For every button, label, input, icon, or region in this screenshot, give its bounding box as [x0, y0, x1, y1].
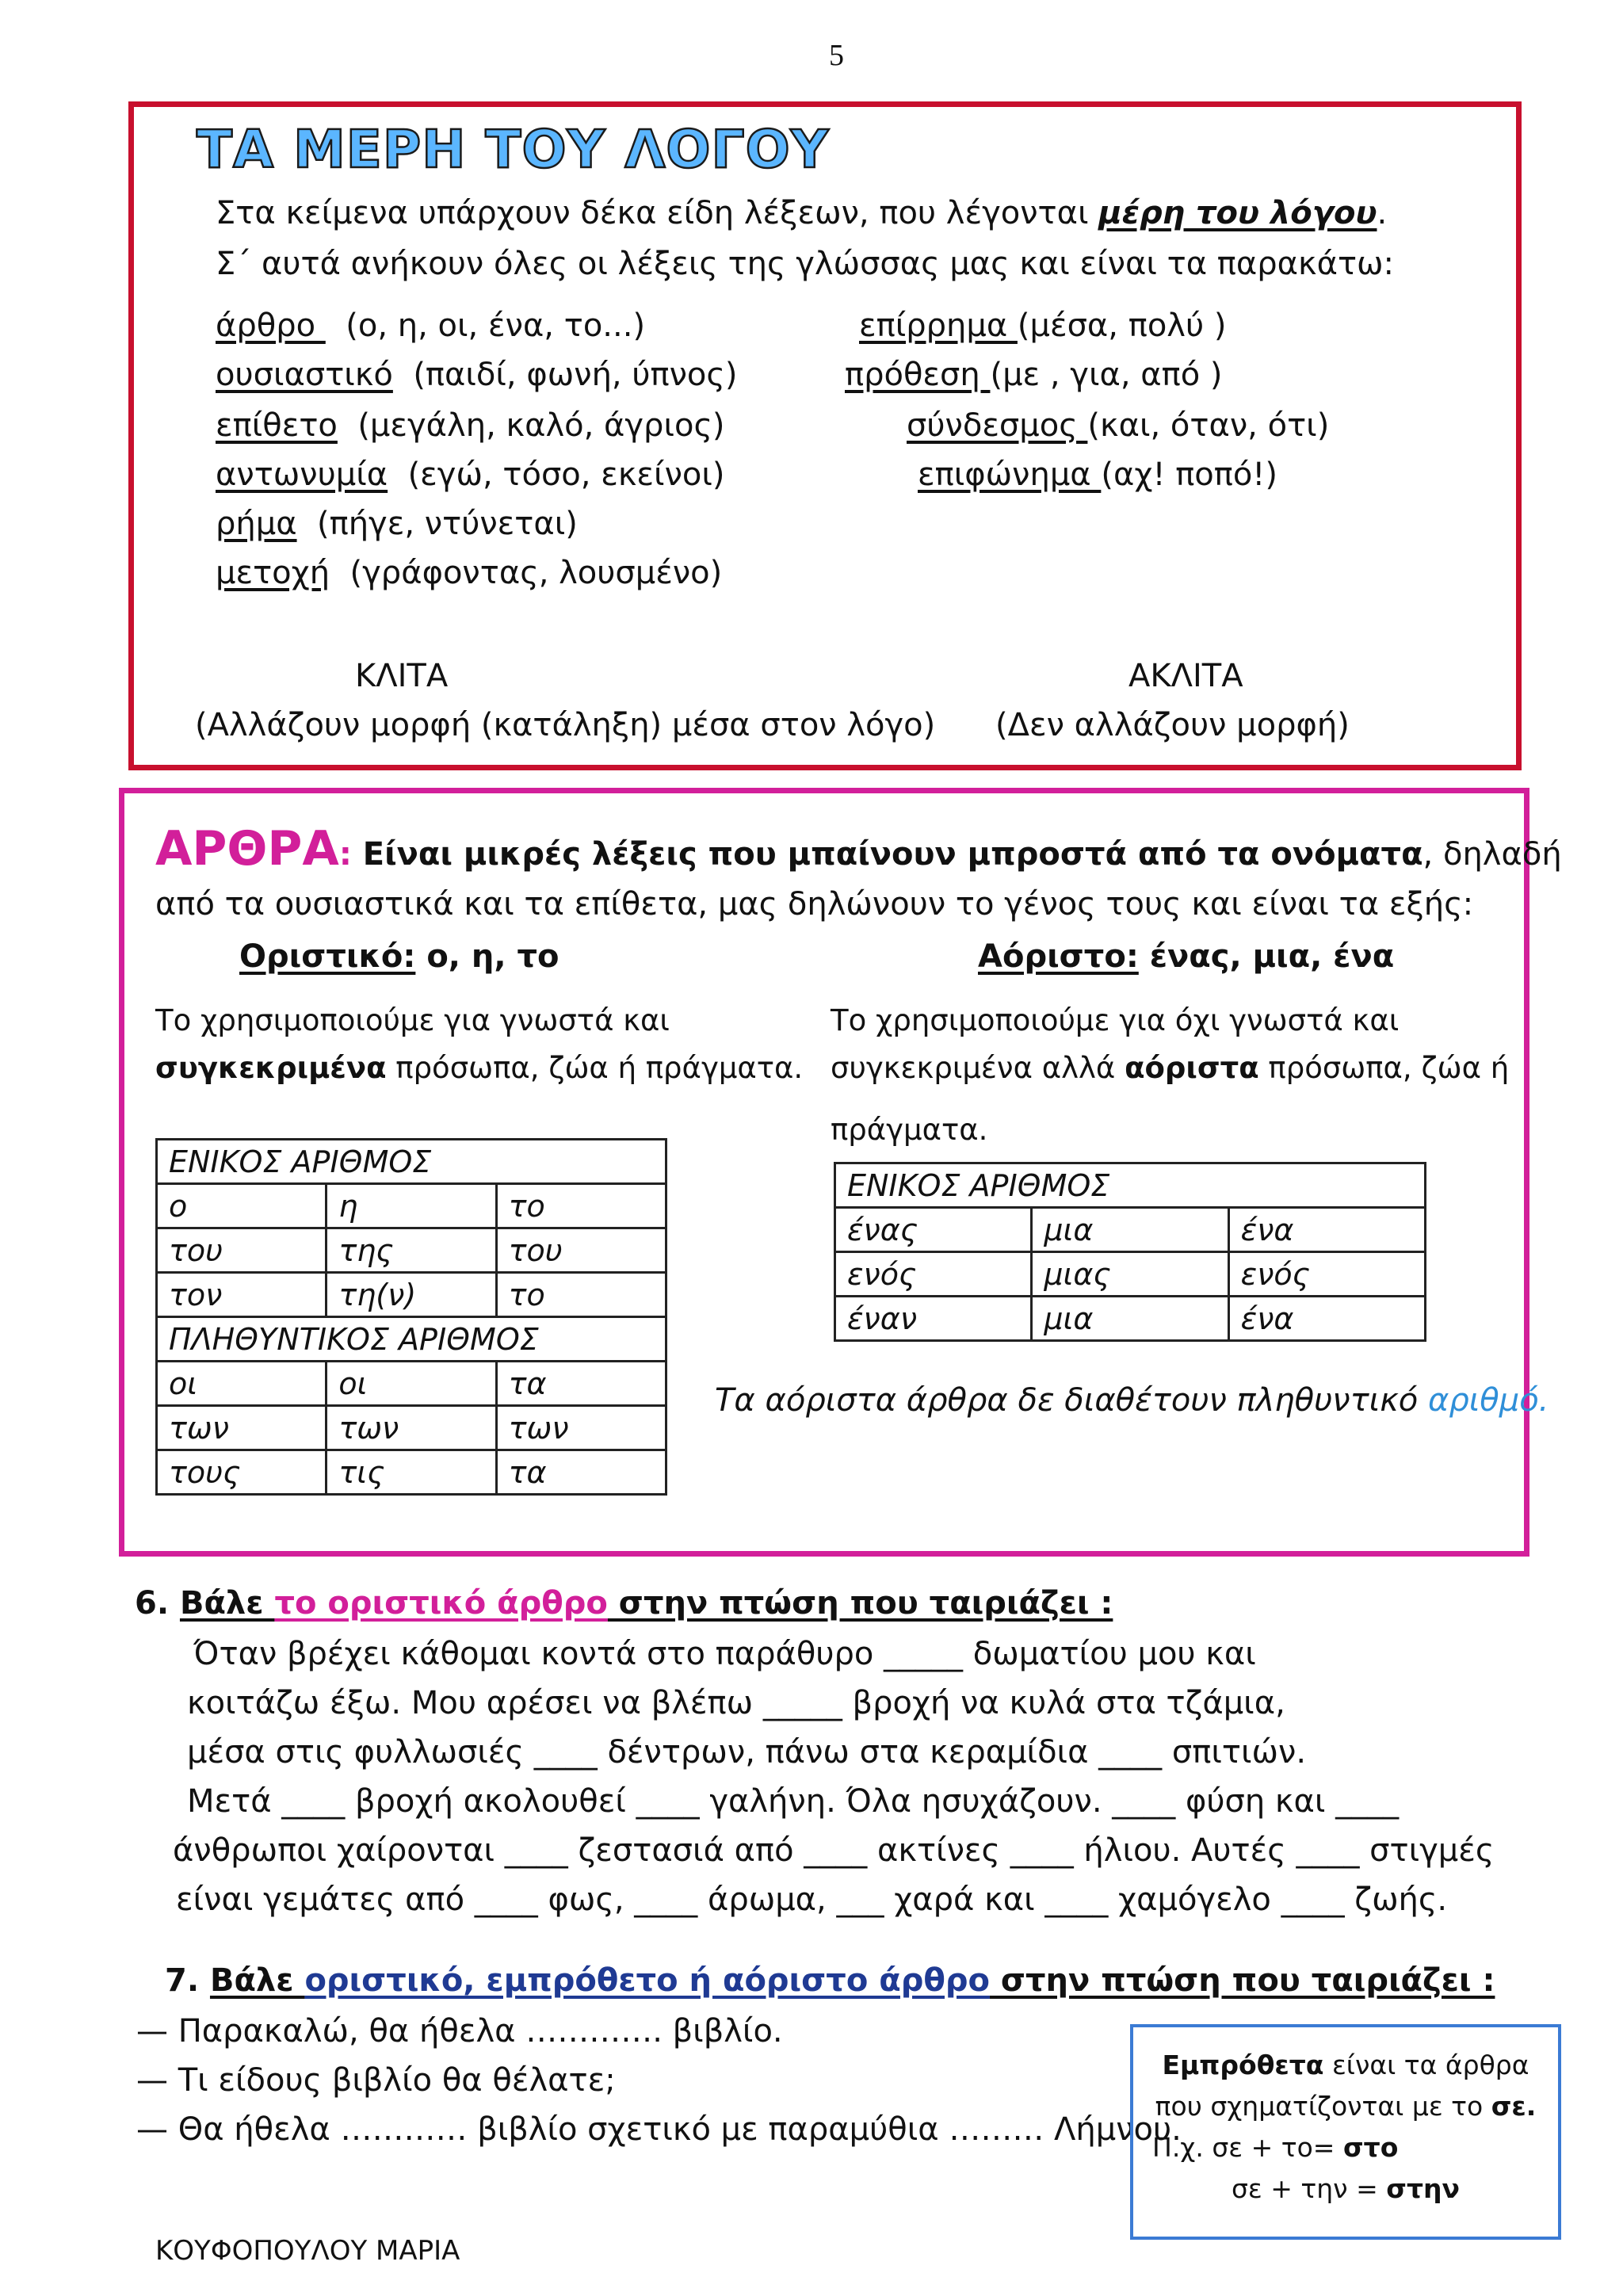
table-cell: ενός	[1228, 1252, 1425, 1297]
klita-description: (Αλλάζουν μορφή (κατάληξη) μέσα στον λόγο)	[195, 707, 936, 743]
table-cell: το	[496, 1273, 666, 1317]
articles-heading: ΑΡΘΡΑ	[155, 821, 339, 877]
exercise-6-line: Μετά ____ βροχή ακολουθεί ____ γαλήνη. Όλα ησυχάζουν. ____ φύση και ____	[187, 1783, 1400, 1820]
table-cell: ένα	[1228, 1208, 1425, 1252]
inflected-item: αντωνυμία (εγώ, τόσο, εκείνοι)	[216, 457, 725, 493]
dialogue-line: — Τι είδους βιβλίο θα θέλατε;	[136, 2062, 616, 2099]
table-cell: τον	[157, 1273, 327, 1317]
table-row	[835, 1297, 1426, 1341]
definite-article-table	[155, 1138, 667, 1496]
table-header-row	[835, 1163, 1426, 1208]
table-cell: τα	[496, 1450, 666, 1495]
table-cell: μια	[1032, 1297, 1228, 1341]
inflected-item: ρήμα (πήγε, ντύνεται)	[216, 506, 578, 542]
uninflected-item: σύνδεσμος (και, όταν, ότι)	[907, 407, 1330, 444]
table-cell: των	[157, 1406, 327, 1450]
aklita-description: (Δεν αλλάζουν μορφή)	[995, 707, 1350, 743]
table-cell: έναν	[835, 1297, 1032, 1341]
table-row	[157, 1184, 666, 1228]
table-cell: οι	[157, 1362, 327, 1406]
table-row	[157, 1450, 666, 1495]
definite-usage-line1: Το χρησιμοποιούμε για γνωστά και	[155, 1003, 670, 1037]
table-row	[835, 1208, 1426, 1252]
note-line1: Εμπρόθετα είναι τα άρθρα	[1162, 2050, 1529, 2080]
indefinite-article-table	[834, 1162, 1426, 1342]
indefinite-usage-line1: Το χρησιμοποιούμε για όχι γνωστά και	[831, 1003, 1400, 1037]
page-number: 5	[829, 39, 844, 72]
exercise-6-title: 6. Βάλε το οριστικό άρθρο στην πτώση που ταιριάζει :	[135, 1585, 1113, 1622]
uninflected-item: επιφώνημα (αχ! ποπό!)	[918, 457, 1277, 493]
note-text	[1130, 2045, 1561, 2210]
aklita-label: ΑΚΛΙΤΑ	[1128, 658, 1243, 694]
table-cell: οι	[327, 1362, 496, 1406]
indefinite-plural-note: Τα αόριστα άρθρα δε διαθέτουν πληθυντικό αριθμό.	[715, 1382, 1549, 1419]
inflected-item: άρθρο (ο, η, οι, ένα, το...)	[216, 308, 646, 344]
definite-usage-line2: συγκεκριμένα πρόσωπα, ζώα ή πράγματα.	[155, 1051, 804, 1085]
table-cell: μια	[1032, 1208, 1228, 1252]
table-header-row	[157, 1140, 666, 1184]
table-cell: τη(ν)	[327, 1273, 496, 1317]
table-cell: της	[327, 1228, 496, 1273]
table-row	[157, 1228, 666, 1273]
indefinite-heading: Αόριστο: ένας, μια, ένα	[978, 938, 1395, 975]
number-heading: ΕΝΙΚΟΣ ΑΡΙΘΜΟΣ	[157, 1140, 666, 1184]
klita-label: ΚΛΙΤΑ	[355, 658, 449, 694]
table-cell: ένας	[835, 1208, 1032, 1252]
number-heading: ΕΝΙΚΟΣ ΑΡΙΘΜΟΣ	[835, 1163, 1426, 1208]
table-row	[157, 1406, 666, 1450]
table-cell: του	[496, 1228, 666, 1273]
exercise-7-title: 7. Βάλε οριστικό, εμπρόθετο ή αόριστο άρθρο στην πτώση που ταιριάζει :	[165, 1962, 1495, 1999]
exercise-6-line: είναι γεμάτες από ____ φως, ____ άρωμα, ___ χαρά και ____ χαμόγελο ____ ζωής.	[176, 1881, 1448, 1918]
articles-definition-line1: ΑΡΘΡΑ: Είναι μικρές λέξεις που μπαίνουν μπροστά από τα ονόματα, δηλαδή	[155, 821, 1562, 877]
note-line2: που σχηματίζονται με το σε.	[1155, 2091, 1537, 2122]
parts-intro-line1: Στα κείμενα υπάρχουν δέκα είδη λέξεων, που λέγονται μέρη του λόγου.	[216, 195, 1388, 231]
exercise-6-line: μέσα στις φυλλωσιές ____ δέντρων, πάνω στα κεραμίδια ____ σπιτιών.	[187, 1734, 1307, 1771]
exercise-6-line: κοιτάζω έξω. Μου αρέσει να βλέπω _____ βροχή να κυλά στα τζάμια,	[187, 1685, 1285, 1721]
inflected-item: ουσιαστικό (παιδί, φωνή, ύπνος)	[216, 357, 738, 393]
table-cell: τα	[496, 1362, 666, 1406]
exercise-6-line: Όταν βρέχει κάθομαι κοντά στο παράθυρο _____ δωματίου μου και	[193, 1636, 1256, 1672]
author-footer: ΚΟΥΦΟΠΟΥΛΟΥ ΜΑΡΙΑ	[155, 2235, 460, 2267]
articles-definition-line2: από τα ουσιαστικά και τα επίθετα, μας δηλώνουν το γένος τους και είναι τα εξής:	[155, 886, 1474, 923]
dialogue-line: — Παρακαλώ, θα ήθελα …………. βιβλίο.	[136, 2013, 783, 2050]
table-row	[157, 1362, 666, 1406]
inflected-item: μετοχή (γράφοντας, λουσμένο)	[216, 555, 723, 591]
note-line4: σε + την = στην	[1232, 2173, 1460, 2204]
table-header-row	[157, 1317, 666, 1362]
uninflected-item: επίρρημα (μέσα, πολύ )	[859, 308, 1227, 344]
uninflected-item: πρόθεση (με , για, από )	[845, 357, 1223, 393]
table-cell: των	[327, 1406, 496, 1450]
indefinite-usage-line2: συγκεκριμένα αλλά αόριστα πρόσωπα, ζώα ή	[831, 1051, 1510, 1085]
table-cell: τις	[327, 1450, 496, 1495]
note-line3: Π.χ. σε + το= στο	[1152, 2132, 1399, 2163]
indefinite-usage-line3: πράγματα.	[831, 1113, 988, 1147]
parts-term-emph: μέρη του λόγου	[1098, 195, 1377, 231]
inflected-item: επίθετο (μεγάλη, καλό, άγριος)	[216, 407, 725, 444]
table-cell: ενός	[835, 1252, 1032, 1297]
dialogue-line: — Θα ήθελα ………… βιβλίο σχετικό με παραμύθια ……… Λήμνου.	[136, 2111, 1182, 2148]
number-heading: ΠΛΗΘΥΝΤΙΚΟΣ ΑΡΙΘΜΟΣ	[157, 1317, 666, 1362]
table-cell: ο	[157, 1184, 327, 1228]
table-cell: μιας	[1032, 1252, 1228, 1297]
exercise-6-line: άνθρωποι χαίρονται ____ ζεστασιά από ____ ακτίνες ____ ήλιου. Αυτές ____ στιγμές	[173, 1832, 1495, 1869]
table-cell: ένα	[1228, 1297, 1425, 1341]
table-row	[157, 1273, 666, 1317]
table-row	[835, 1252, 1426, 1297]
table-cell: τους	[157, 1450, 327, 1495]
parts-title: ΤΑ ΜΕΡΗ ΤΟΥ ΛΟΓΟΥ	[197, 119, 830, 180]
table-cell: η	[327, 1184, 496, 1228]
table-cell: των	[496, 1406, 666, 1450]
table-cell: του	[157, 1228, 327, 1273]
definite-heading: Οριστικό: ο, η, το	[239, 938, 559, 975]
table-cell: το	[496, 1184, 666, 1228]
parts-intro-line2: Σ΄ αυτά ανήκουν όλες οι λέξεις της γλώσσας μας και είναι τα παρακάτω:	[216, 246, 1395, 282]
